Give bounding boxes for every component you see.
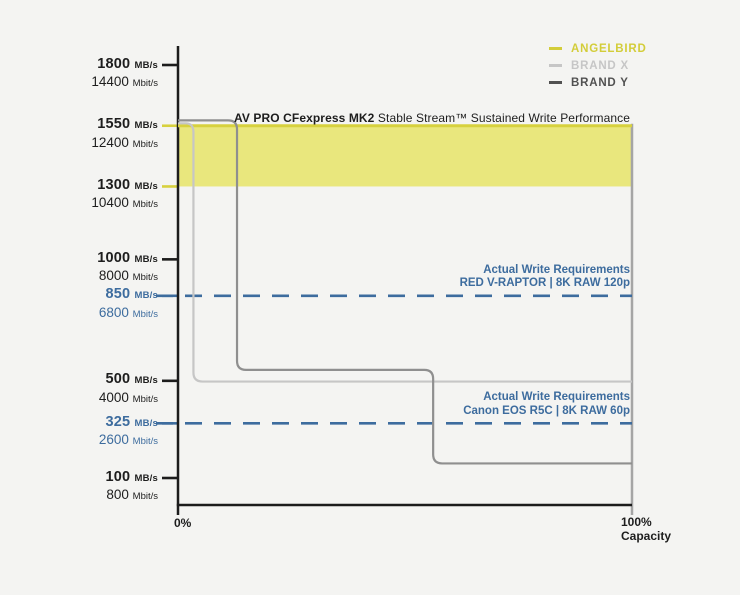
y-axis-label-100: 100 MB/s 800 Mbit/s (105, 468, 158, 502)
x-axis-label-100pct: 100% Capacity (621, 515, 672, 543)
legend-label: ANGELBIRD (571, 42, 647, 55)
write-requirement-canon-r5c: Actual Write Requirements Canon EOS R5C | 8K RAW 60p (463, 391, 630, 417)
legend-item-brand-y (549, 74, 647, 91)
y-axis-label-1300: 1300 MB/s 10400 Mbit/s (91, 176, 158, 211)
y-axis-label-1000: 1000 MB/s 8000 Mbit/s (97, 249, 158, 284)
legend-item-brand-x (549, 57, 647, 74)
write-requirement-red-vraptor: Actual Write Requirements RED V-RAPTOR | 8K RAW 120p (459, 263, 630, 290)
y-axis-label-500: 500 MB/s 4000 Mbit/s (98, 371, 158, 405)
stable-stream-band (179, 126, 632, 187)
legend-item-angelbird (549, 40, 647, 57)
chart-title (234, 111, 630, 125)
y-axis-label-325: 325 MB/s 2600 Mbit/s (98, 413, 158, 448)
x-axis-label-0pct: 0% (174, 516, 192, 530)
legend-label: BRAND X (571, 59, 629, 72)
chart-title-product: AV PRO CFexpress MK2 (233, 111, 375, 125)
chart-title-subtitle: Stable Stream™ Sustained Write Performance (374, 111, 630, 125)
brand-x-line-swatch-icon (549, 64, 562, 67)
legend (549, 40, 647, 91)
y-axis-label-1800: 1800 MB/s 14400 Mbit/s (91, 55, 158, 89)
y-axis-label-850: 850 MB/s 6800 Mbit/s (98, 286, 158, 320)
brand-y-line-swatch-icon (549, 81, 562, 84)
y-axis-label-1550: 1550 MB/s 12400 Mbit/s (91, 116, 158, 150)
angelbird-line-swatch-icon (549, 47, 562, 50)
legend-label: BRAND Y (571, 76, 629, 89)
